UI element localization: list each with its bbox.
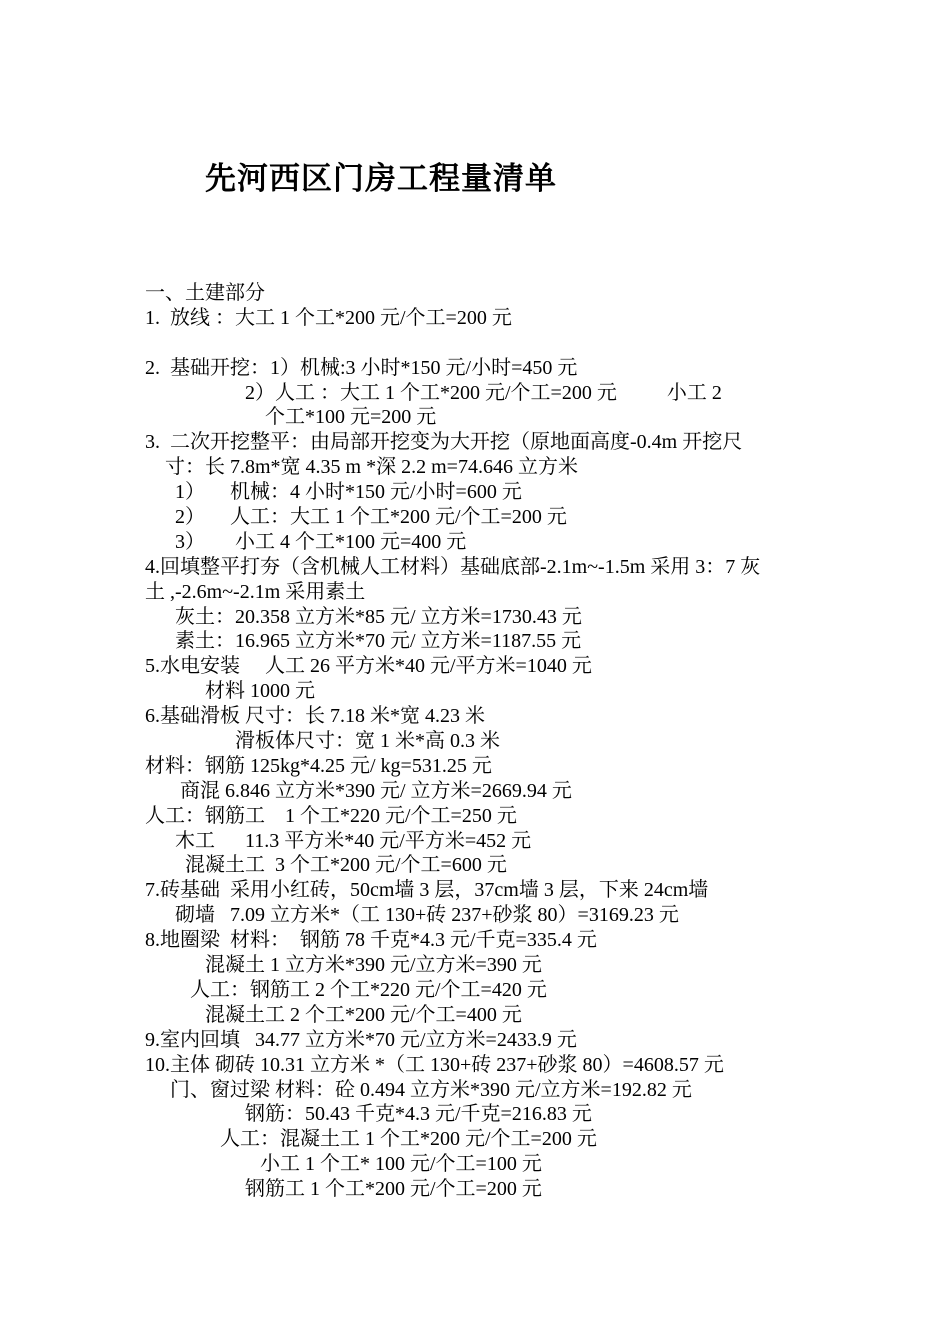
item-4-line: 素土：16.965 立方米*70 元/ 立方米=1187.55 元 <box>145 630 582 653</box>
item-10-line: 钢筋工 1 个工*200 元/个工=200 元 <box>145 1178 542 1201</box>
item-5-line: 5.水电安装 人工 26 平方米*40 元/平方米=1040 元 <box>145 655 592 678</box>
item-9-line: 9.室内回填 34.77 立方米*70 元/立方米=2433.9 元 <box>145 1028 577 1051</box>
item-8-line: 8.地圈梁 材料： 钢筋 78 千克*4.3 元/千克=335.4 元 <box>145 929 597 952</box>
item-5-line: 材料 1000 元 <box>145 680 315 703</box>
item-10-line: 小工 1 个工* 100 元/个工=100 元 <box>145 1153 542 1176</box>
blank-line <box>145 331 810 356</box>
item-8-line: 人工：钢筋工 2 个工*220 元/个工=420 元 <box>145 978 547 1001</box>
item-6-line: 混凝土工 3 个工*200 元/个工=600 元 <box>145 854 507 877</box>
section-heading: 一、土建部分 <box>145 282 265 304</box>
item-6-line: 木工 11.3 平方米*40 元/平方米=452 元 <box>145 829 532 852</box>
item-4-line: 4.回填整平打夯（含机械人工材料）基础底部-2.1m~-1.5m 采用 3：7 灰 <box>145 555 761 578</box>
item-10-line: 人工：混凝土工 1 个工*200 元/个工=200 元 <box>145 1128 597 1151</box>
item-3-line: 寸：长 7.8m*宽 4.35 m *深 2.2 m=74.646 立方米 <box>145 456 578 479</box>
item-6-line: 6.基础滑板 尺寸：长 7.18 米*宽 4.23 米 <box>145 705 485 728</box>
item-4-line: 土 ,-2.6m~-2.1m 采用素土 <box>145 580 366 603</box>
item-1-line: 1. 放线 ：大工 1 个工*200 元/个工=200 元 <box>145 306 512 329</box>
item-8-line: 混凝土工 2 个工*200 元/个工=400 元 <box>145 1003 522 1026</box>
item-6-line: 材料：钢筋 125kg*4.25 元/ kg=531.25 元 <box>145 754 492 777</box>
item-3-line: 3） 小工 4 个工*100 元=400 元 <box>145 530 467 553</box>
item-10-line: 门、窗过梁 材料：砼 0.494 立方米*390 元/立方米=192.82 元 <box>145 1078 692 1101</box>
item-2-line: 2. 基础开挖：1）机械:3 小时*150 元/小时=450 元 <box>145 356 578 379</box>
item-10-line: 10.主体 砌砖 10.31 立方米 *（工 130+砖 237+砂浆 80）=4608.57 元 <box>145 1053 724 1076</box>
item-3-line: 1） 机械：4 小时*150 元/小时=600 元 <box>145 481 522 504</box>
document-body <box>145 281 810 1202</box>
item-6-line: 商混 6.846 立方米*390 元/ 立方米=2669.94 元 <box>145 779 572 802</box>
item-2-line: 2）人工 ：大工 1 个工*200 元/个工=200 元 小工 2 <box>145 381 722 404</box>
item-4-line: 灰土：20.358 立方米*85 元/ 立方米=1730.43 元 <box>145 605 582 628</box>
item-7-line: 砌墙 7.09 立方米*（工 130+砖 237+砂浆 80）=3169.23 元 <box>145 904 679 927</box>
document-title: 先河西区门房工程量清单 <box>205 161 557 197</box>
item-10-line: 钢筋：50.43 千克*4.3 元/千克=216.83 元 <box>145 1103 592 1126</box>
item-8-line: 混凝土 1 立方米*390 元/立方米=390 元 <box>145 954 542 977</box>
item-6-line: 滑板体尺寸：宽 1 米*高 0.3 米 <box>145 730 500 753</box>
item-3-line: 2） 人工：大工 1 个工*200 元/个工=200 元 <box>145 506 567 529</box>
item-3-line: 3. 二次开挖整平：由局部开挖变为大开挖（原地面高度-0.4m 开挖尺 <box>145 431 743 454</box>
item-7-line: 7.砖基础 采用小红砖，50cm墙 3 层，37cm墙 3 层，下来 24cm墙 <box>145 879 709 902</box>
item-2-line: 个工*100 元=200 元 <box>145 406 437 429</box>
item-6-line: 人工：钢筋工 1 个工*220 元/个工=250 元 <box>145 804 517 827</box>
